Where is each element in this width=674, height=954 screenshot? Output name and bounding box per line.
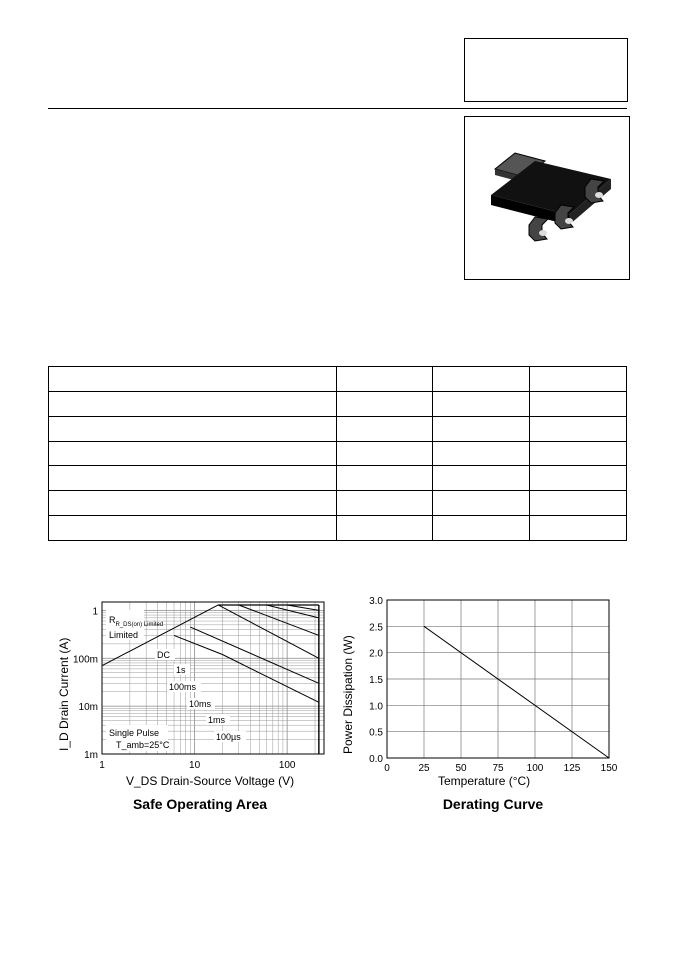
header-box	[464, 38, 628, 102]
soa-chart-title: Safe Operating Area	[132, 796, 268, 812]
header-rule	[48, 108, 627, 109]
derating-ytick-label: 2.0	[369, 648, 383, 660]
derating-xlabel: Temperature (°C)	[438, 774, 531, 788]
soa-ytick-label: 1	[92, 606, 98, 618]
soa-annotations	[106, 610, 246, 751]
derating-ytick-label: 0.5	[369, 727, 383, 739]
table-row	[49, 391, 627, 416]
table-row	[49, 516, 627, 541]
derating-line	[424, 626, 609, 758]
derating-ytick-label: 0.0	[369, 754, 383, 765]
soa-annotation-100us: 100µs	[216, 732, 241, 742]
soa-annotation-rdson: $R_{R\_DS(on) Limited}$	[109, 615, 164, 628]
soa-xtick-label: 1	[99, 760, 105, 771]
derating-ytick-label: 1.0	[369, 701, 383, 713]
derating-xtick-label: 25	[418, 763, 430, 774]
derating-ytick-label: 3.0	[369, 596, 383, 607]
derating-chart	[340, 592, 630, 812]
ratings-table	[48, 366, 627, 541]
derating-tick-labels	[369, 596, 618, 774]
soa-ytick-label: 100m	[72, 654, 98, 666]
soa-series-line-5	[267, 605, 319, 618]
soa-annotation-tamb: T_amb=25°C	[116, 740, 170, 750]
derating-xtick-label: 150	[600, 763, 618, 774]
soa-ytick-label: 10m	[78, 702, 98, 714]
derating-ytick-label: 1.5	[369, 675, 383, 686]
derating-ytick-label: 2.5	[369, 622, 383, 634]
soa-annotation-single-pulse: Single Pulse	[109, 728, 160, 738]
derating-xtick-label: 100	[526, 763, 544, 774]
soa-series-line-6	[287, 605, 319, 610]
soa-annotation-1ms: 1ms	[208, 715, 226, 725]
soa-ytick-label: 1m	[84, 750, 98, 761]
derating-xtick-label: 0	[384, 763, 390, 774]
soa-xtick-label: 100	[278, 760, 296, 771]
soa-xtick-label: 10	[189, 760, 201, 771]
soa-xlabel: V_DS Drain-Source Voltage (V)	[126, 774, 295, 788]
soa-annotation-1s: 1s	[176, 665, 186, 675]
derating-chart-title: Derating Curve	[442, 796, 544, 812]
table-row	[49, 491, 627, 516]
soa-annotation-dc: DC	[157, 650, 170, 660]
table-row	[49, 466, 627, 491]
soa-annotation-10ms: 10ms	[189, 699, 212, 709]
soa-series-line-3	[218, 605, 319, 658]
soa-series-line-4	[239, 605, 319, 635]
sot223-package-image	[465, 117, 629, 279]
derating-xtick-label: 125	[563, 763, 581, 774]
derating-ylabel: Power Dissipation (W)	[341, 635, 355, 754]
soa-chart	[40, 596, 340, 816]
table-row	[49, 441, 627, 466]
table-row	[49, 367, 627, 392]
derating-xtick-label: 75	[492, 763, 504, 774]
derating-xtick-label: 50	[455, 763, 467, 774]
soa-annotation-limited: Limited	[109, 630, 139, 640]
soa-annotation-100ms: 100ms	[169, 682, 197, 692]
package-image-box	[464, 116, 630, 280]
soa-ylabel: I_D Drain Current (A)	[57, 637, 71, 751]
table-row	[49, 416, 627, 441]
